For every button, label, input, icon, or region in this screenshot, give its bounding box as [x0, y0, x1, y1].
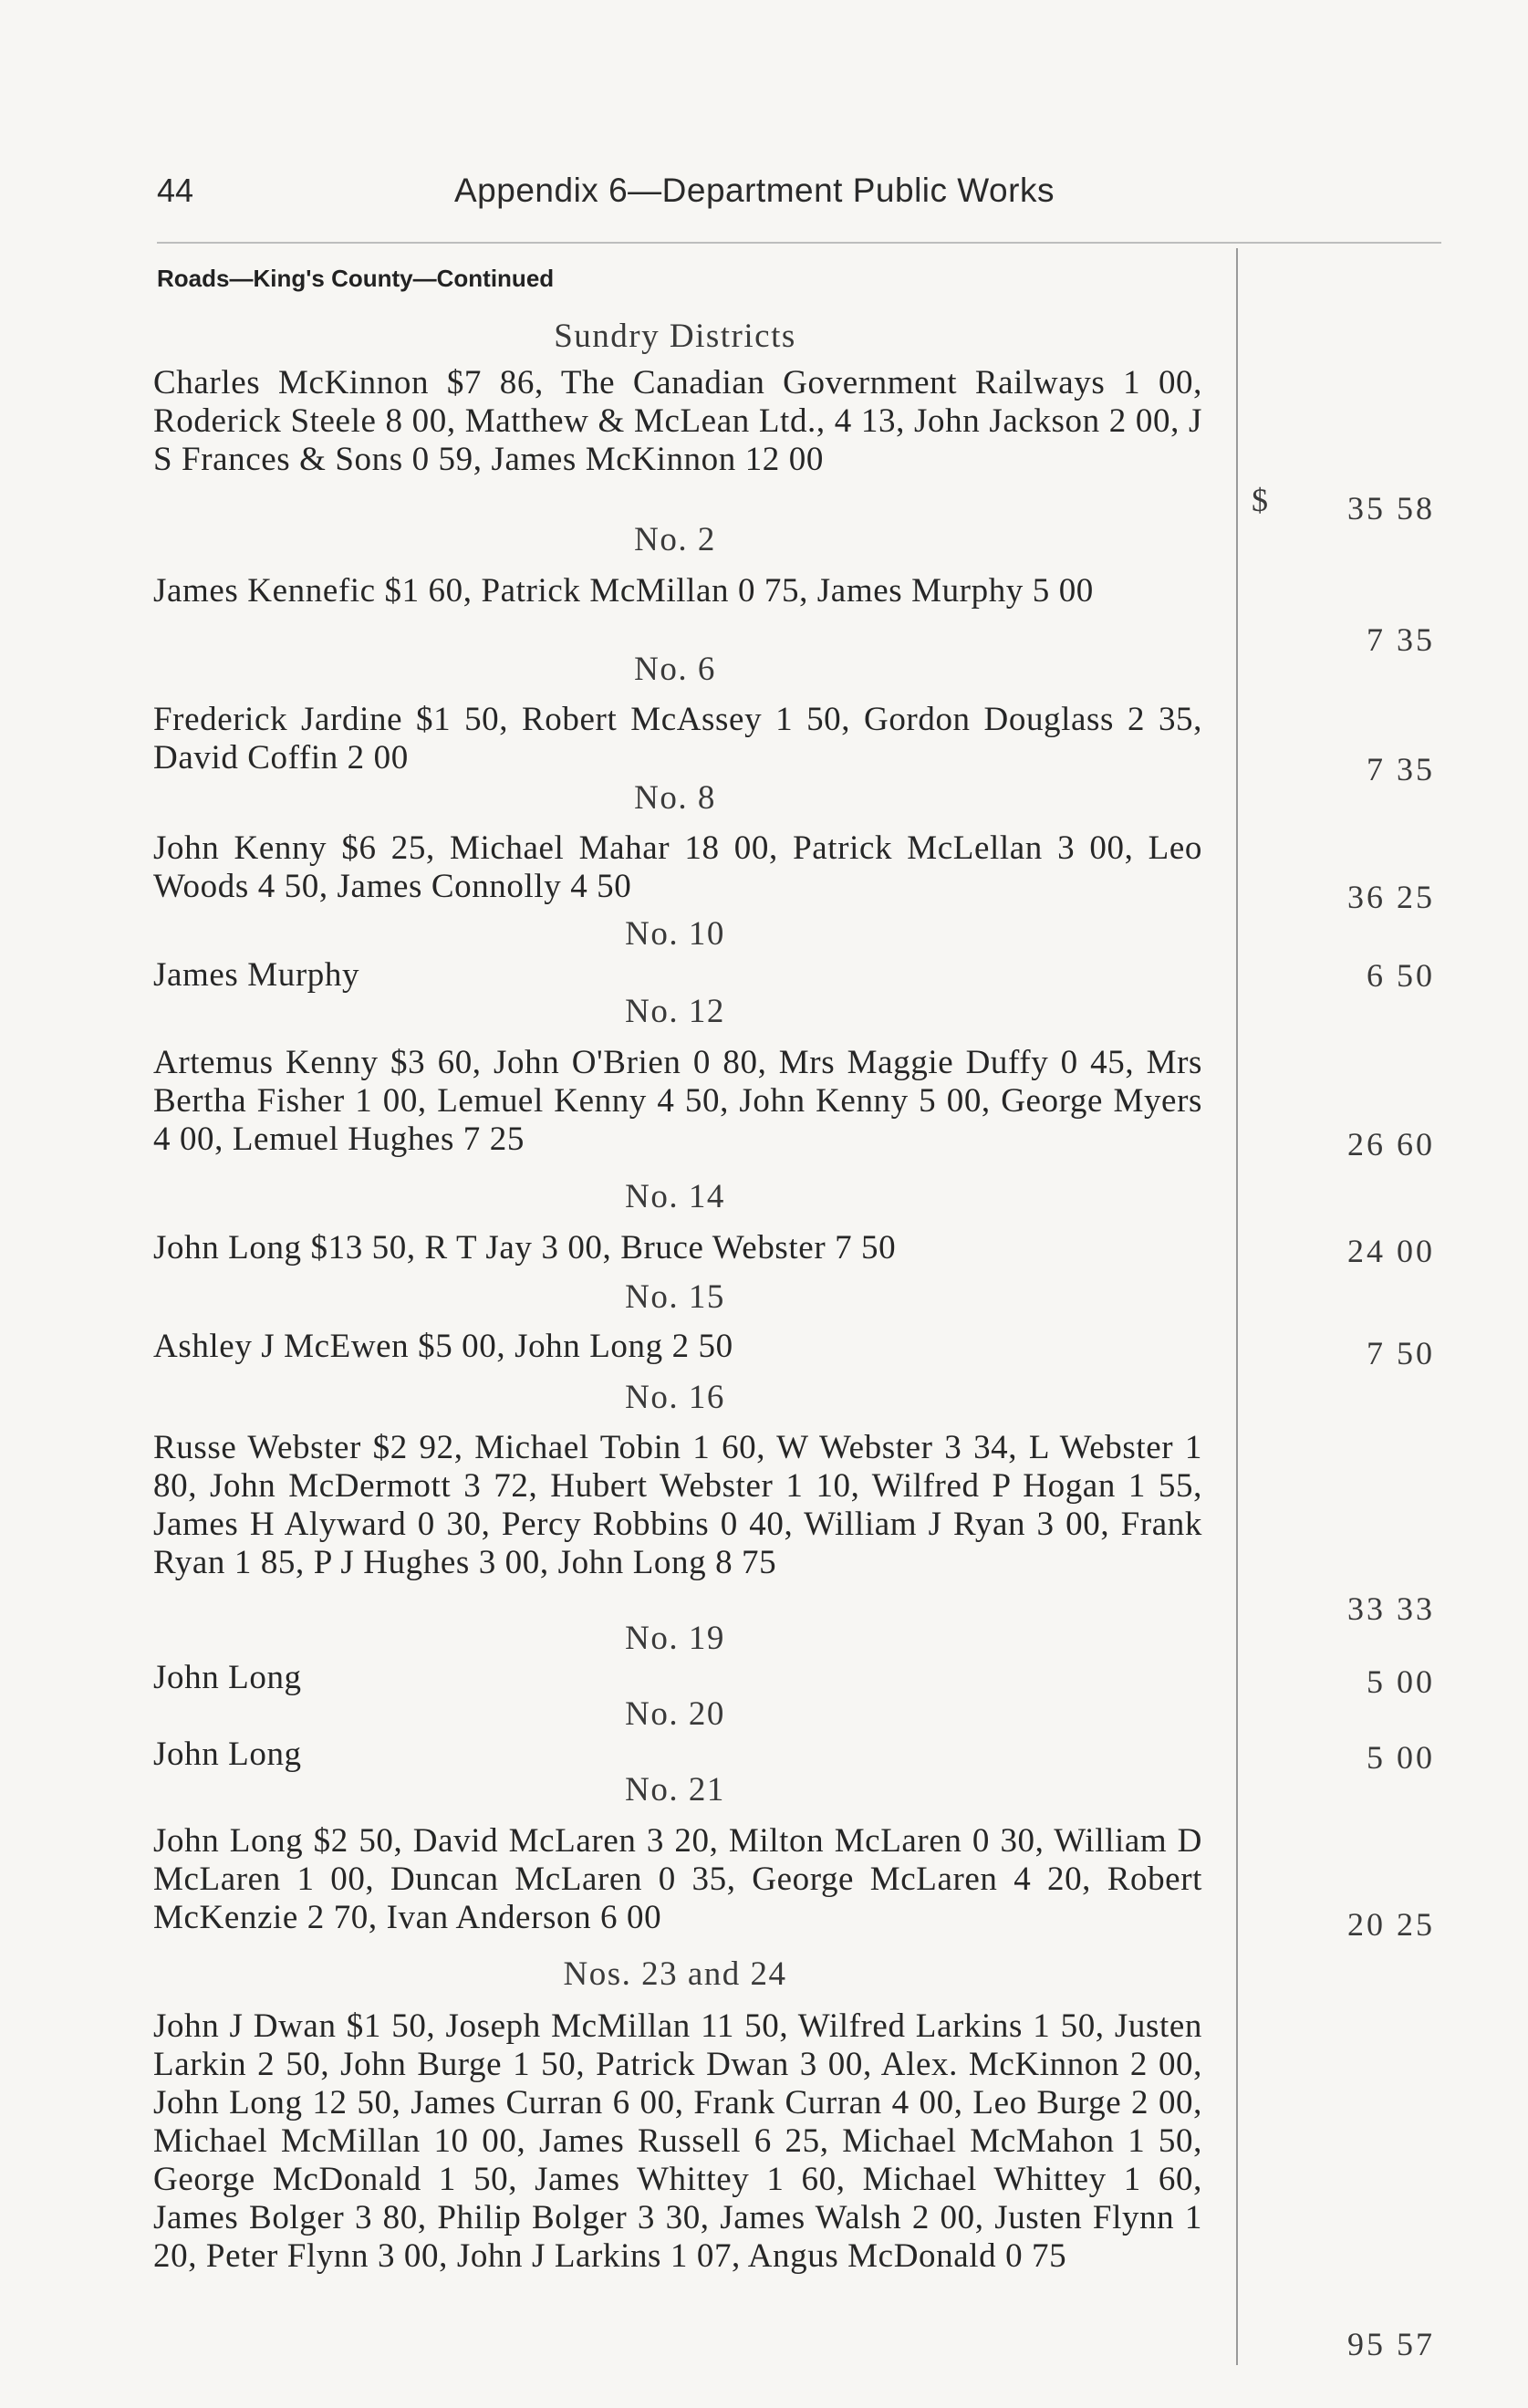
district-heading: Sundry Districts [554, 318, 796, 355]
entry-amount: 33 33 [1347, 1590, 1435, 1627]
currency-symbol: $ [1252, 482, 1268, 518]
entry-text: John Kenny $6 25, Michael Mahar 18 00, Patrick McLellan 3 00, Leo Woods 4 50, James Connolly 4 50 [153, 829, 1202, 905]
page-header [157, 172, 1441, 217]
entry-amount: 7 35 [1367, 621, 1435, 658]
district-heading: No. 6 [634, 651, 716, 688]
amount-column-rule [1236, 248, 1238, 2365]
entry-text: Russe Webster $2 92, Michael Tobin 1 60, W Webster 3 34, L Webster 1 80, John McDermott 3 72, Hubert Webster 1 10, Wilfred P Hogan 1 55, James H Alyward 0 30, Percy Robbins 0 40, William J Ryan 3 00, Frank Ryan 1 85, P J Hughes 3 00, John Long 8 75 [153, 1429, 1202, 1581]
page-number: 44 [157, 172, 194, 209]
header-rule [157, 242, 1441, 244]
entry-amount: 7 50 [1367, 1335, 1435, 1371]
entry-text: James Murphy [153, 956, 360, 994]
entry-text: James Kennefic $1 60, Patrick McMillan 0 75, James Murphy 5 00 [153, 572, 1094, 610]
entry-text: John J Dwan $1 50, Joseph McMillan 11 50, Wilfred Larkins 1 50, Justen Larkin 2 50, John Burge 1 50, Patrick Dwan 3 00, Alex. McKinnon 2 00, John Long 12 50, James Curran 6 00, Frank Curran 4 00, Leo Burge 2 00, Michael McMillan 10 00, James Russell 6 25, Michael McMahon 1 50, George McDonald 1 50, James Whittey 1 60, Michael Whittey 1 60, James Bolger 3 80, Philip Bolger 3 30, James Walsh 2 00, Justen Flynn 1 20, Peter Flynn 3 00, John J Larkins 1 07, Angus McDonald 0 75 [153, 2007, 1202, 2275]
entry-amount: 6 50 [1367, 957, 1435, 994]
running-title: Appendix 6—Department Public Works [454, 172, 1055, 209]
entry-amount: 26 60 [1347, 1126, 1435, 1162]
entry-amount: 95 57 [1347, 2326, 1435, 2362]
entry-text: John Long [153, 1659, 302, 1696]
entry-text: John Long $2 50, David McLaren 3 20, Milton McLaren 0 30, William D McLaren 1 00, Duncan McLaren 0 35, George McLaren 4 20, Robert McKenzie 2 70, Ivan Anderson 6 00 [153, 1822, 1202, 1936]
entry-amount: 35 58 [1347, 490, 1435, 526]
district-heading: Nos. 23 and 24 [563, 1955, 787, 1993]
district-heading: No. 2 [634, 521, 716, 558]
district-heading: No. 15 [625, 1278, 725, 1316]
district-heading: No. 12 [625, 993, 725, 1030]
entry-text: Frederick Jardine $1 50, Robert McAssey 1 50, Gordon Douglass 2 35, David Coffin 2 00 [153, 701, 1202, 777]
entry-text: Artemus Kenny $3 60, John O'Brien 0 80, Mrs Maggie Duffy 0 45, Mrs Bertha Fisher 1 00, Lemuel Kenny 4 50, John Kenny 5 00, George Myers 4 00, Lemuel Hughes 7 25 [153, 1044, 1202, 1158]
entry-amount: 5 00 [1367, 1663, 1435, 1700]
entry-amount: 36 25 [1347, 879, 1435, 915]
district-heading: No. 16 [625, 1379, 725, 1416]
entry-text: Ashley J McEwen $5 00, John Long 2 50 [153, 1328, 733, 1365]
district-heading: No. 19 [625, 1620, 725, 1657]
entry-amount: 20 25 [1347, 1906, 1435, 1943]
district-heading: No. 20 [625, 1695, 725, 1733]
entry-text: John Long $13 50, R T Jay 3 00, Bruce Webster 7 50 [153, 1229, 897, 1267]
district-heading: No. 8 [634, 779, 716, 817]
district-heading: No. 14 [625, 1178, 725, 1215]
entry-amount: 7 35 [1367, 751, 1435, 787]
district-heading: No. 21 [625, 1771, 725, 1809]
entry-text: John Long [153, 1736, 302, 1773]
district-heading: No. 10 [625, 915, 725, 953]
entry-amount: 5 00 [1367, 1739, 1435, 1776]
section-heading: Roads—King's County—Continued [157, 265, 555, 292]
entry-text: Charles McKinnon $7 86, The Canadian Government Railways 1 00, Roderick Steele 8 00, Matthew & McLean Ltd., 4 13, John Jackson 2 00, J S Frances & Sons 0 59, James McKinnon 12 00 [153, 364, 1202, 478]
entry-amount: 24 00 [1347, 1233, 1435, 1269]
